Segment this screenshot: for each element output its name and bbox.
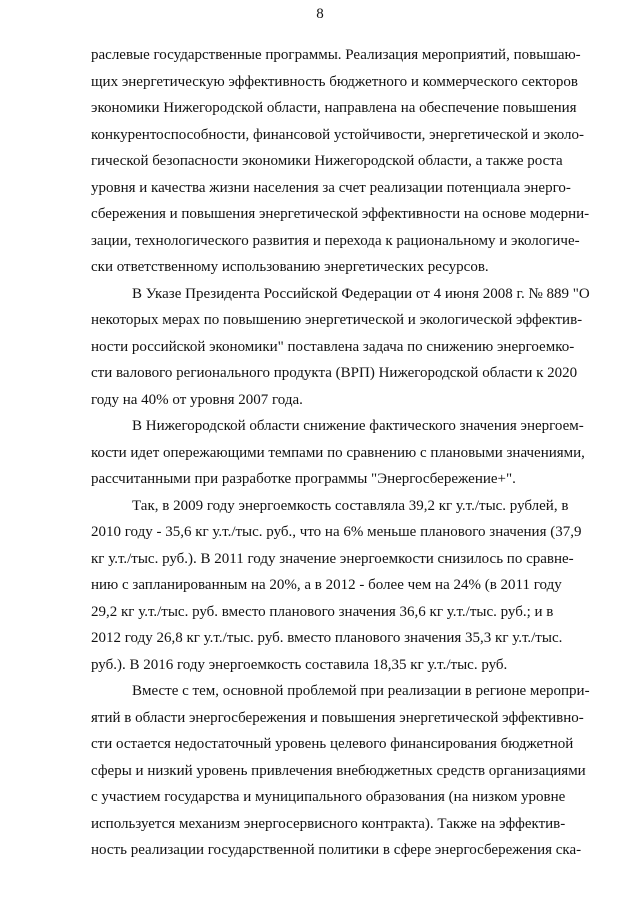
text-line: сти остается недостаточный уровень целевого финансирования бюджетной [91,736,574,752]
text-line: некоторых мерах по повышению энергетической и экологической эффектив- [91,312,583,328]
text-line: кг у.т./тыс. руб.). В 2011 году значение энергоемкости снизилось по сравне- [91,550,574,567]
text-line: конкурентоспособности, финансовой устойчивости, энергетической и эколо- [91,126,584,143]
text-line: руб.). В 2016 году энергоемкость составила 18,35 кг у.т./тыс. руб. [91,656,508,673]
paragraph [91,682,596,868]
paragraph [91,46,596,285]
text-line: году на 40% от уровня 2007 года. [91,391,303,408]
text-line: рассчитанными при разработке программы "Энергосбережение+". [91,471,516,487]
text-line: кости идет опережающими темпами по сравнению с плановыми значениями, [91,444,585,461]
text-line: Вместе с тем, основной проблемой при реализации в регионе меропри- [132,683,590,699]
text-line: 2012 году 26,8 кг у.т./тыс. руб. вместо планового значения 35,3 кг у.т./тыс. [91,630,563,646]
text-line: 29,2 кг у.т./тыс. руб. вместо планового значения 36,6 кг у.т./тыс. руб.; и в [91,603,554,620]
text-line: уровня и качества жизни населения за счет реализации потенциала энерго- [91,179,571,196]
text-line: ность реализации государственной политики в сфере энергосбережения ска- [91,842,582,858]
text-line: раслевые государственные программы. Реализация мероприятий, повышаю- [91,47,581,63]
text-line: В Нижегородской области снижение фактического значения энергоем- [132,418,584,434]
page-number: 8 [316,6,324,22]
text-line: экономики Нижегородской области, направлена на обеспечение повышения [91,100,577,116]
text-line: 2010 году - 35,6 кг у.т./тыс. руб., что на 6% меньше планового значения (37,9 [91,524,582,540]
text-line: щих энергетическую эффективность бюджетного и коммерческого секторов [91,73,578,90]
text-line: нию с запланированным на 20%, а в 2012 - более чем на 24% (в 2011 году [91,577,562,593]
text-line: ности российской экономики" поставлена задача по снижению энергоемко- [91,338,575,355]
text-line: В Указе Президента Российской Федерации от 4 июня 2008 г. № 889 "О [132,285,590,302]
text-line: Так, в 2009 году энергоемкость составляла 39,2 кг у.т./тыс. рублей, в [132,497,569,514]
paragraph [91,417,596,497]
document-body [91,46,596,868]
text-line: гической безопасности экономики Нижегородской области, а также роста [91,153,563,169]
paragraph [91,285,596,418]
text-line: используется механизм энергосервисного контракта). Также на эффектив- [91,815,566,832]
text-line: сферы и низкий уровень привлечения внебюджетных средств организациями [91,762,586,779]
text-line: с участием государства и муниципального образования (на низком уровне [91,789,566,805]
text-line: сбережения и повышения энергетической эффективности на основе модерни- [91,206,590,222]
text-line: сти валового регионального продукта (ВРП) Нижегородской области к 2020 [91,365,578,381]
text-line: ятий в области энергосбережения и повышения энергетической эффективно- [91,709,584,726]
text-line: ски ответственному использованию энергетических ресурсов. [91,259,489,275]
paragraph [91,497,596,683]
text-line: зации, технологического развития и перехода к рациональному и экологиче- [91,232,580,249]
